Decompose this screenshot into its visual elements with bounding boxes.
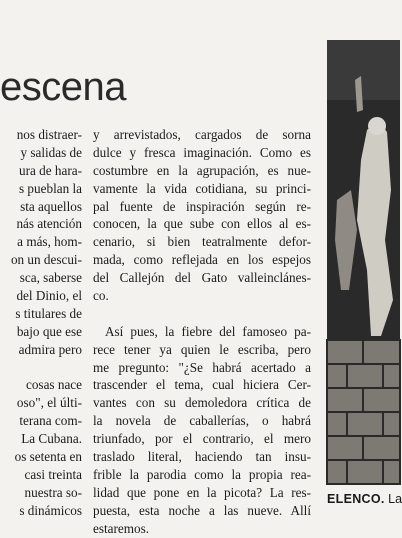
middle-column-line: del Callejón del Gato valleinclánes- — [93, 270, 311, 286]
left-column-line: a más, hom- — [17, 234, 82, 250]
middle-column-line: mada, como reflejada en los espejos — [93, 252, 311, 268]
left-column-line: ura de hara- — [19, 162, 82, 178]
middle-column-line: vantes con su demoledora crítica de — [93, 395, 311, 411]
left-column-line: on un descui- — [10, 252, 82, 268]
article-headline: escena — [0, 65, 126, 109]
middle-column-line: costumbre en la agrupación, es nue- — [93, 162, 311, 178]
middle-column-line: y arrevistados, cargados de sorna — [93, 127, 311, 142]
middle-column-line: me pregunto: "¿Se habrá acertado a — [93, 359, 311, 375]
left-column-line: bajo que ese — [16, 323, 82, 339]
middle-column-line: vamente la vida cotidiana, su princi- — [93, 180, 311, 196]
middle-column-line: trascender el tema, cual hiciera Cer- — [93, 377, 311, 393]
left-column-line: sca, saberse — [19, 270, 82, 286]
left-column-line: os setenta en — [14, 449, 82, 465]
left-column-line: s titulares de — [15, 305, 82, 321]
middle-column-line — [93, 305, 311, 323]
middle-column-line: frible la parodia como la propia rea- — [93, 466, 311, 482]
left-column-line: terana com- — [19, 413, 82, 429]
left-column-line: s pueblan la — [19, 180, 82, 196]
left-column-line: y salidas de — [20, 144, 82, 160]
middle-column-line: puesta, esta noche a las nueve. Allí — [93, 502, 311, 518]
left-column-line: nuestra so- — [24, 484, 82, 500]
left-column-line: admira pero — [18, 341, 82, 357]
article-column-middle — [93, 126, 311, 537]
left-column-line: cosas nace — [25, 377, 82, 393]
left-column-line: casi treinta — [24, 466, 82, 482]
left-column-line: oso", el últi- — [16, 395, 82, 411]
middle-column-line: co. — [93, 288, 109, 304]
left-column-line: nás atención — [16, 216, 82, 232]
article-column-left — [0, 126, 82, 520]
middle-column-line: lidad que pone en la picota? La res- — [93, 484, 311, 500]
left-column-line — [0, 359, 82, 377]
middle-column-line: pal fuente de inspiración según re- — [93, 198, 311, 214]
middle-column-line: rece tener ya quien le escriba, pero — [93, 341, 311, 357]
middle-column-line: traslado literal, haciendo tan insu- — [93, 449, 311, 465]
middle-column-line: triunfado, por el contrario, el mero — [93, 431, 311, 447]
middle-column-line: conocen, la que sube con ellos al es- — [93, 216, 311, 232]
left-column-line: sta aquellos — [20, 198, 82, 214]
middle-column-line: Así pues, la fiebre del famoseo pa- — [105, 323, 311, 339]
caption-text: La — [388, 492, 402, 506]
left-column-line: del Dinio, el — [16, 288, 82, 304]
left-column-line: s dinámicos — [19, 502, 82, 518]
middle-column-line: dulce y fresca imaginación. Como es — [93, 144, 311, 160]
left-column-line: nos distraer- — [16, 127, 82, 142]
middle-column-line: cenario, si bien teatralmente defor- — [93, 234, 311, 250]
caption-label: ELENCO. — [327, 492, 385, 506]
left-column-line: La Cubana. — [21, 431, 82, 447]
middle-column-line: estaremos. — [93, 520, 150, 536]
cast-photo — [327, 40, 400, 484]
middle-column-line: la novela de caballerías, o habrá — [93, 413, 311, 429]
photo-caption — [327, 492, 402, 506]
